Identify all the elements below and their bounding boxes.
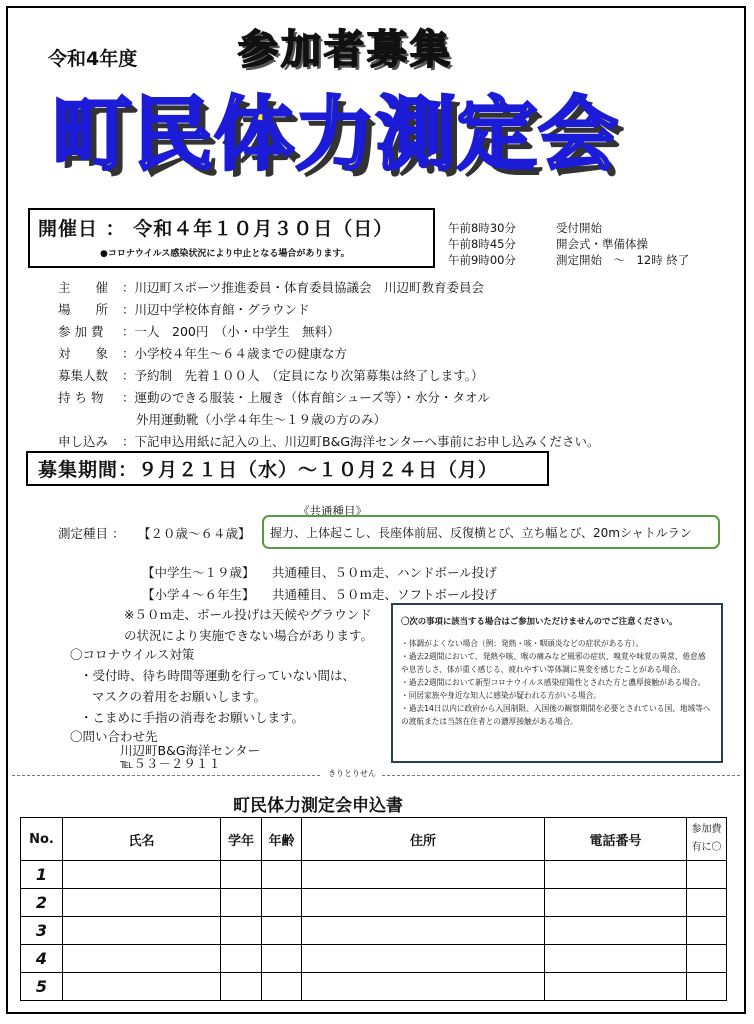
row-number: 2 [21,889,63,917]
recruit-period: 募集期間：９月２１日（水）～１０月２４日（月） [38,459,499,481]
name-cell[interactable] [63,861,221,889]
row-number: 1 [21,861,63,889]
fee-check-cell[interactable] [687,861,727,889]
age-cell[interactable] [262,889,302,917]
table-row [21,861,727,889]
detail-value-fee: ：一人 200円 （小・中学生 無料） [122,324,340,339]
address-cell[interactable] [302,861,545,889]
detail-label-fee: 参 加 費 [58,324,104,339]
application-form-table [20,817,727,1001]
header-phone: 電話番号 [545,818,687,861]
age-cell[interactable] [262,861,302,889]
cut-line-label: きりとりせん [322,768,382,779]
grade-cell[interactable] [221,945,262,973]
weather-note-2: の状況により実施できない場合があります。 [124,628,374,643]
detail-label-organizer: 主 催 [58,280,109,295]
detail-value-target: ：小学校４年生～６４歳までの健康な方 [122,346,348,361]
covid-title: 〇コロナウイルス対策 [70,647,195,662]
form-title: 町民体力測定会申込書 [233,796,403,816]
group-age-elementary: 【小学４～６年生】 [142,587,255,602]
phone-cell[interactable] [545,945,687,973]
age-cell[interactable] [262,917,302,945]
detail-value-capacity: ：予約制 先着１００人 （定員になり次第募集は終了します。） [122,368,484,383]
fee-check-cell[interactable] [687,889,727,917]
detail-value-organizer: ：川辺町スポーツ推進委員・体育委員協議会 川辺町教育委員会 [122,280,485,295]
row-number: 3 [21,917,63,945]
table-row [21,973,727,1001]
group-items-elementary: 共通種目、５０ｍ走、ソフトボール投げ [272,587,497,602]
schedule-item-1: 受付開始 [556,221,602,235]
row-number: 5 [21,973,63,1001]
notice-item: ・体調がよくない場合（例：発熱・咳・咽頭炎などの症状がある方）。 [401,639,644,648]
detail-value-venue: ：川辺中学校体育館・グラウンド [122,302,310,317]
form-header-row [21,818,727,861]
detail-label-belongings: 持 ち 物 [58,390,104,405]
address-cell[interactable] [302,945,545,973]
event-date: 開催日 ： 令和４年１０月３０日（日） [38,218,394,240]
detail-label-venue: 場 所 [58,302,109,317]
schedule-time-1: 午前8時30分 [448,221,516,235]
name-cell[interactable] [63,945,221,973]
schedule-time-2: 午前8時45分 [448,237,516,251]
fiscal-year: 令和4年度 [48,48,138,70]
group-items-junior: 共通種目、５０ｍ走、ハンドボール投げ [272,565,497,580]
name-cell[interactable] [63,973,221,1001]
contact-name: 川辺町B&G海洋センター [120,743,261,758]
grade-cell[interactable] [221,861,262,889]
grade-cell[interactable] [221,917,262,945]
schedule-item-2: 開会式・準備体操 [556,237,648,251]
header-name: 氏名 [63,818,221,861]
detail-label-apply: 申し込み [58,434,109,449]
covid-cancel-note: ●コロナウイルス感染状況により中止となる場合があります。 [100,249,350,259]
phone-cell[interactable] [545,973,687,1001]
table-row [21,945,727,973]
notice-title: 〇次の事項に該当する場合はご参加いただけませんのでご注意ください。 [401,616,678,626]
header-grade: 学年 [221,818,262,861]
notice-item: ・過去14日以内に政府から入国制限、入国後の観察期間を必要とされている国、地域等への渡航または当該在住者との濃厚接触がある場合。 [401,704,711,726]
fee-check-cell[interactable] [687,945,727,973]
header-fee-check: 参加費有に〇 [687,818,727,861]
address-cell[interactable] [302,917,545,945]
contact-title: 〇問い合わせ先 [70,729,158,744]
detail-value-belongings-2: 外用運動靴（小学４年生～１９歳の方のみ） [136,412,387,427]
address-cell[interactable] [302,973,545,1001]
row-number: 4 [21,945,63,973]
schedule-time-3: 午前9時00分 [448,253,516,267]
covid-line-2: マスクの着用をお願いします。 [92,689,267,704]
age-cell[interactable] [262,945,302,973]
address-cell[interactable] [302,889,545,917]
header-address: 住所 [302,818,545,861]
notice-item: ・過去2週間において新型コロナウイルス感染症陽性とされた方と濃厚接触がある場合。 [401,678,706,687]
page-title: 町民体力測定会 [52,88,619,181]
weather-note-1: ※５０ｍ走、ボール投げは天候やグラウンド [124,607,372,622]
notice-item: ・過去2週間において、発熱や咳、喉の痛みなど風邪の症状、嗅覚や味覚の異常、倦怠感や息苦しさ、体が重く感じる、疲れやすい等体調に異変を感じたことがある場合。 [401,652,706,674]
phone-cell[interactable] [545,889,687,917]
notice-item: ・同居家族や身近な知人に感染が疑われる方がいる場合。 [401,691,601,700]
schedule-item-3: 測定開始 ～ 12時 終了 [556,253,690,267]
common-items-title: 《共通種目》 [298,504,367,518]
table-row [21,889,727,917]
fee-check-cell[interactable] [687,973,727,1001]
group-age-junior: 【中学生～１９歳】 [142,565,255,580]
phone-cell[interactable] [545,861,687,889]
header-no: No. [21,818,63,861]
detail-label-capacity: 募集人数 [58,368,109,383]
name-cell[interactable] [63,917,221,945]
group-items-adult: 握力、上体起こし、長座体前屈、反復横とび、立ち幅とび、20mシャトルラン [270,526,692,540]
phone-cell[interactable] [545,917,687,945]
notice-box [391,603,723,763]
group-age-adult: 【２０歳～６４歳】 [138,526,251,541]
contact-tel: ℡５３－２９１１ [120,756,221,771]
detail-value-apply: ：下記申込用紙に記入の上、川辺町B&G海洋センターへ事前にお申し込みください。 [122,434,600,449]
detail-value-belongings: ：運動のできる服装・上履き（体育館シューズ等）・水分・タオル [122,390,490,405]
measurement-label: 測定種目 ： [58,526,125,541]
name-cell[interactable] [63,889,221,917]
covid-line-3: ・こまめに手指の消毒をお願いします。 [80,710,305,725]
header-age: 年齢 [262,818,302,861]
table-row [21,917,727,945]
fee-check-cell[interactable] [687,917,727,945]
grade-cell[interactable] [221,889,262,917]
grade-cell[interactable] [221,973,262,1001]
recruit-heading: 参加者募集 [238,27,453,73]
covid-line-1: ・受付時、待ち時間等運動を行っていない間は、 [80,668,356,683]
age-cell[interactable] [262,973,302,1001]
detail-label-target: 対 象 [58,346,109,361]
